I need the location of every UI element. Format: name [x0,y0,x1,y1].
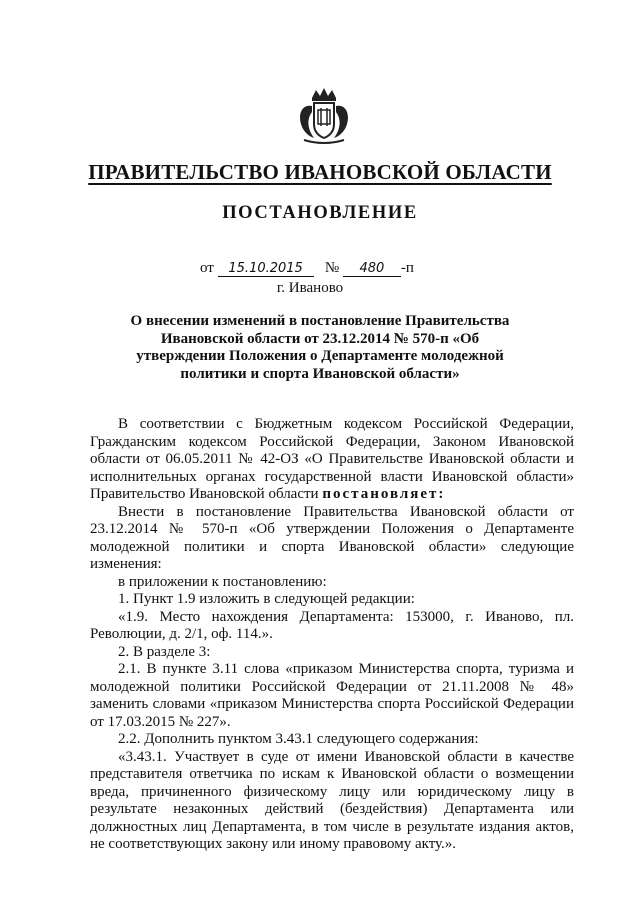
document-type-title: ПОСТАНОВЛЕНИЕ [222,203,418,223]
city: г. Иваново [276,280,344,296]
paragraph-amend: Внести в постановление Правительства Ивановской области от 23.12.2014 № 570-п «Об утверждении Положения о Департаменте молодежной политики и спорта Ивановской области» следующие изменения: [90,503,574,572]
date-number-line [200,260,480,277]
document-body [90,416,574,854]
document-subject: О внесении изменений в постановление Правительства Ивановской области от 23.12.2014 № 570-п «Об утверждении Положения о Департаменте молодежной политики и спорта Ивановской области» [130,313,510,382]
paragraph-item-2: 2. В разделе 3: [118,643,211,660]
government-title: ПРАВИТЕЛЬСТВО ИВАНОВСКОЙ ОБЛАСТИ [88,160,552,184]
intro-paragraph [90,416,574,504]
paragraph-item-1-text: «1.9. Место нахождения Департамента: 153000, г. Иваново, пл. Революции, д. 2/1, оф. 114.». [90,608,574,642]
number-suffix: -п [400,260,414,276]
paragraph-item-2-1: 2.1. В пункте 3.11 слова «приказом Министерства спорта, туризма и молодежной политики Российской Федерации от 21.11.2008 № 48» заменить словами «приказом Министерства спорта Российской Федерации от 17.03.2015 № 227». [90,661,574,730]
intro-text: В соответствии с Бюджетным кодексом Российской Федерации, Гражданским кодексом Российской Федерации, Законом Ивановской области от 06.05.2011 № 42-ОЗ «О Правительстве Ивановской области и исполнительных органах государственной власти Ивановской области» Правительство Ивановской области [90,416,574,502]
ivanovo-coat-of-arms-icon [292,84,356,146]
paragraph-item-2-2: 2.2. Дополнить пунктом 3.43.1 следующего содержания: [118,731,479,747]
resolves-word: постановляет: [322,486,446,502]
document-number: 480 [343,262,401,277]
paragraph-item-1: 1. Пункт 1.9 изложить в следующей редакции: [118,591,415,607]
paragraph-item-3-43-1: «3.43.1. Участвует в суде от имени Ивановской области в качестве представителя ответчика по искам к Ивановской области о возмещении вреда, причиненного физическому лицу или юридическому лицу в результате незаконных действий (бездействия) Департамента или должностных лиц Департамента, в том числе в результате издания актов, не соответствующих закону или иному правовому акту.». [90,748,574,852]
document-date: 15.10.2015 [218,262,314,277]
date-label: от [200,260,214,276]
number-label: № [324,260,340,276]
paragraph-appendix: в приложении к постановлению: [118,573,327,590]
